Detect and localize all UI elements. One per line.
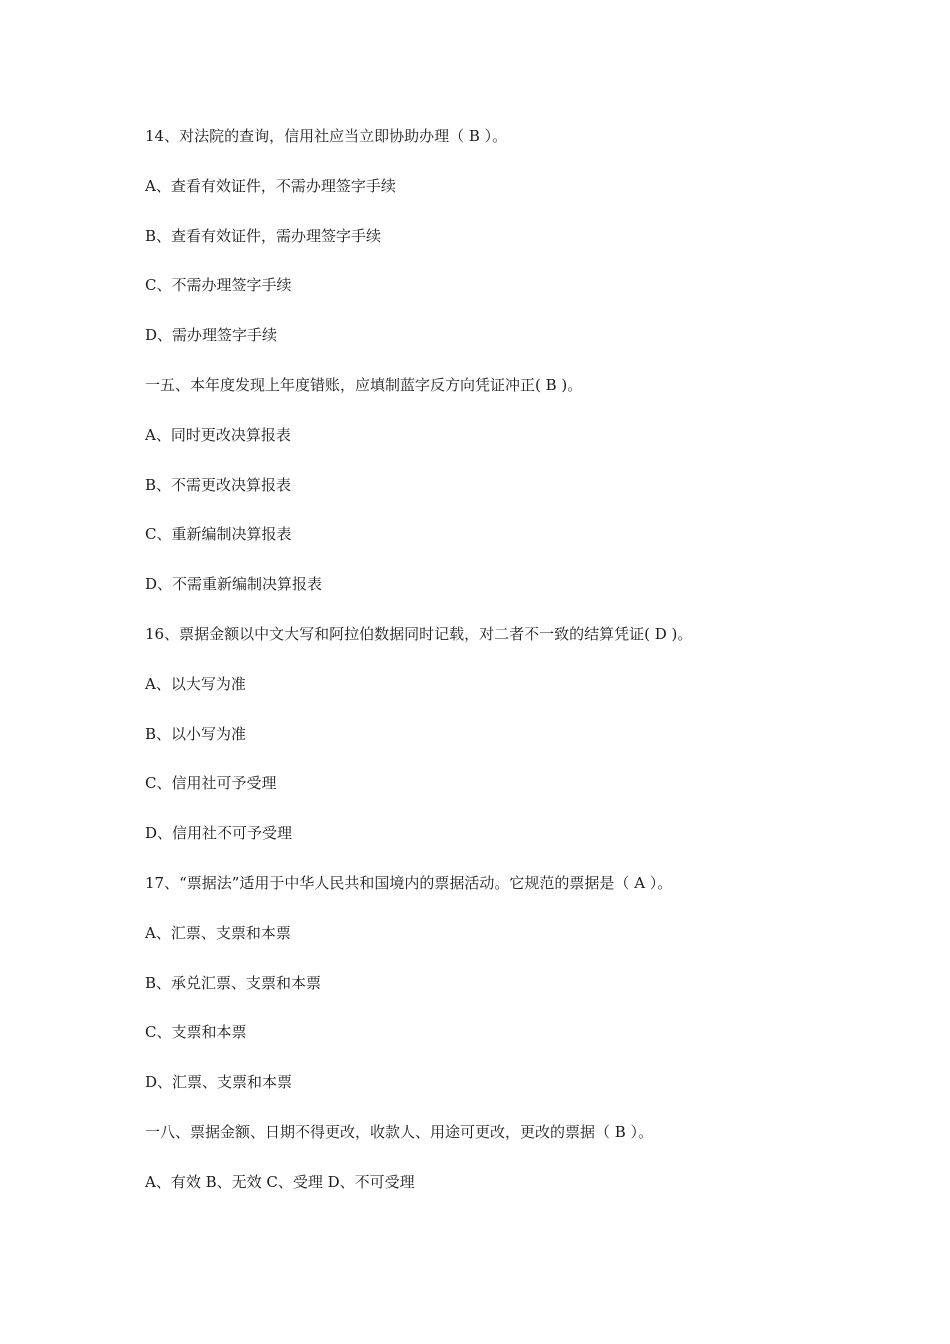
option-15-b: B、不需更改决算报表 [145,475,292,494]
option-14-c: C、不需办理签字手续 [145,276,292,295]
option-15-c: C、重新编制决算报表 [145,525,292,544]
option-15-d: D、不需重新编制决算报表 [145,575,323,594]
question-16: 16、票据金额以中文大写和阿拉伯数据同时记载，对二者不一致的结算凭证( D )。 [145,624,693,643]
option-16-c: C、信用社可予受理 [145,774,277,793]
option-16-a: A、以大写为准 [145,674,246,693]
option-17-a: A、汇票、支票和本票 [145,923,291,942]
question-18: 一八、票据金额、日期不得更改，收款人、用途可更改，更改的票据（ B ）。 [145,1122,654,1141]
question-14: 14、对法院的查询，信用社应当立即协助办理（ B ）。 [145,127,508,145]
option-17-c: C、支票和本票 [145,1023,247,1042]
question-list [145,124,845,1220]
question-17: 17、“票据法”适用于中华人民共和国境内的票据活动。它规范的票据是（ A ）。 [145,873,673,892]
option-15-a: A、同时更改决算报表 [145,425,291,444]
option-16-b: B、以小写为准 [145,724,247,743]
option-17-b: B、承兑汇票、支票和本票 [145,973,322,992]
option-17-d: D、汇票、支票和本票 [145,1073,293,1092]
option-14-a: A、查看有效证件，不需办理签字手续 [145,176,396,195]
option-16-d: D、信用社不可予受理 [145,824,293,843]
question-15: 一五、本年度发现上年度错账，应填制蓝字反方向凭证冲正( B )。 [145,375,583,394]
option-14-d: D、需办理签字手续 [145,326,278,345]
options-18: A、有效 B、无效 C、受理 D、不可受理 [145,1172,415,1191]
option-14-b: B、查看有效证件，需办理签字手续 [145,226,382,245]
